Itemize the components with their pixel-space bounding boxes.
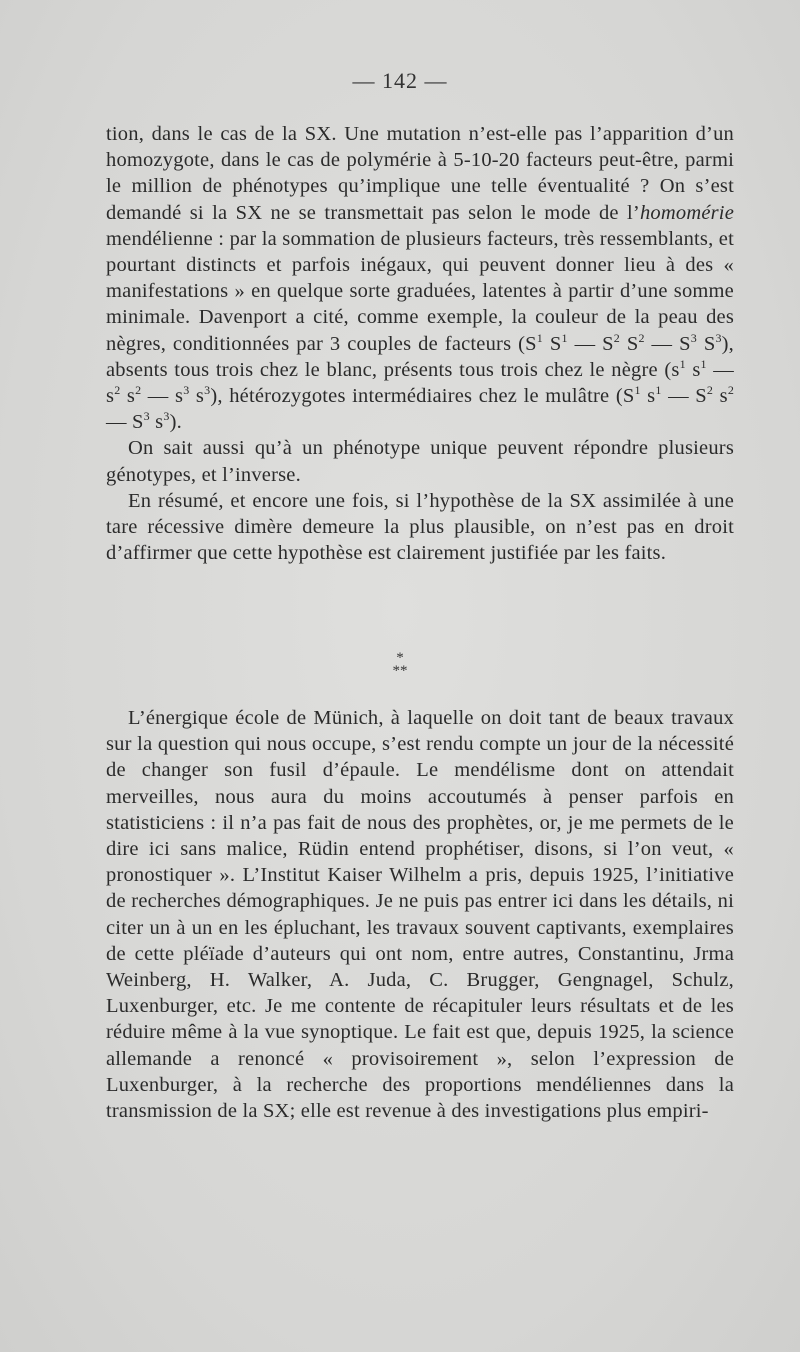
section-separator bbox=[0, 652, 800, 678]
asterisk-bottom: ** bbox=[392, 663, 408, 679]
asterisk-top: * bbox=[396, 650, 404, 666]
paragraph-resume: En résumé, et encore une fois, si l’hypothèse de la SX assimilée à une tare récessive dimère demeure la plus plausible, on n’est pas en droit d’affirmer que cette hypothèse est clairement justifiée par les faits. bbox=[106, 489, 734, 565]
text-section-2 bbox=[106, 705, 734, 1124]
emphasis-homomerie: homomérie bbox=[639, 201, 734, 224]
paragraph-homomerie: tion, dans le cas de la SX. Une mutation n’est-elle pas l’apparition d’un homozygote, dans le cas de polymérie à 5-10-20 facteurs peut-être, parmi le million de phénotypes qu’implique une telle éventualité ? On s’est demandé si la SX ne se transmettait pas selon le mode de l’homomérie mendélienne : par la sommation de plusieurs facteurs, très ressemblants, et pourtant distincts et parfois inégaux, qui peuvent donner lieu à des « manifestations » en quelque sorte graduées, latentes à partir d’une somme minimale. Davenport a cité, comme exemple, la couleur de la peau des nègres, conditionnées par 3 couples de facteurs ($S^1$ $S^1$ — $S^2$ $S^2$ — $S^3$ $S^3$), absents tous trois chez le blanc, présents tous trois chez le nègre ($s^1$ $s^1$ — $s^2$ $s^2$ — $s^3$ $s^3$), hétérozygotes intermédiaires chez le mulâtre ($S^1$ $s^1$ — $S^2$ $s^2$ — $S^3$ $s^3$). bbox=[106, 123, 735, 434]
paragraph-munich: L’énergique école de Münich, à laquelle on doit tant de beaux travaux sur la question qui nous occupe, s’est rendu compte un jour de la nécessité de changer son fusil d’épaule. Le mendélisme dont on attendait merveilles, nous aura du moins accoutumés à penser parfois en statisticiens : il n’a pas fait de nous des prophètes, or, je me permets de le dire ici sans malice, Rüdin entend prophétiser, disons, si l’on veut, « pronostiquer ». L’Institut Kaiser Wilhelm a pris, depuis 1925, l’initiative de recherches démographiques. Je ne puis pas entrer ici dans les détails, ni citer un à un en les épluchant, les travaux souvent captivants, exemplaires de cette pléïade d’auteurs qui ont nom, entre autres, Constantinu, Jrma Weinberg, H. Walker, A. Juda, C. Brugger, Gengnagel, Schulz, Luxenburger, etc. Je me contente de récapituler leurs résultats et de les réduire même à la vue synoptique. Le fait est que, depuis 1925, la science allemande a renoncé « provisoirement », selon l’expression de Luxenburger, à la recherche des proportions mendéliennes dans la transmission de la SX; elle est revenue à des investigations plus empiri- bbox=[106, 707, 734, 1123]
paragraph-phenotype: On sait aussi qu’à un phénotype unique peuvent répondre plusieurs génotypes, et l’inverse. bbox=[106, 437, 734, 486]
page-number: — 142 — bbox=[352, 68, 448, 93]
text-section-1 bbox=[106, 121, 734, 566]
